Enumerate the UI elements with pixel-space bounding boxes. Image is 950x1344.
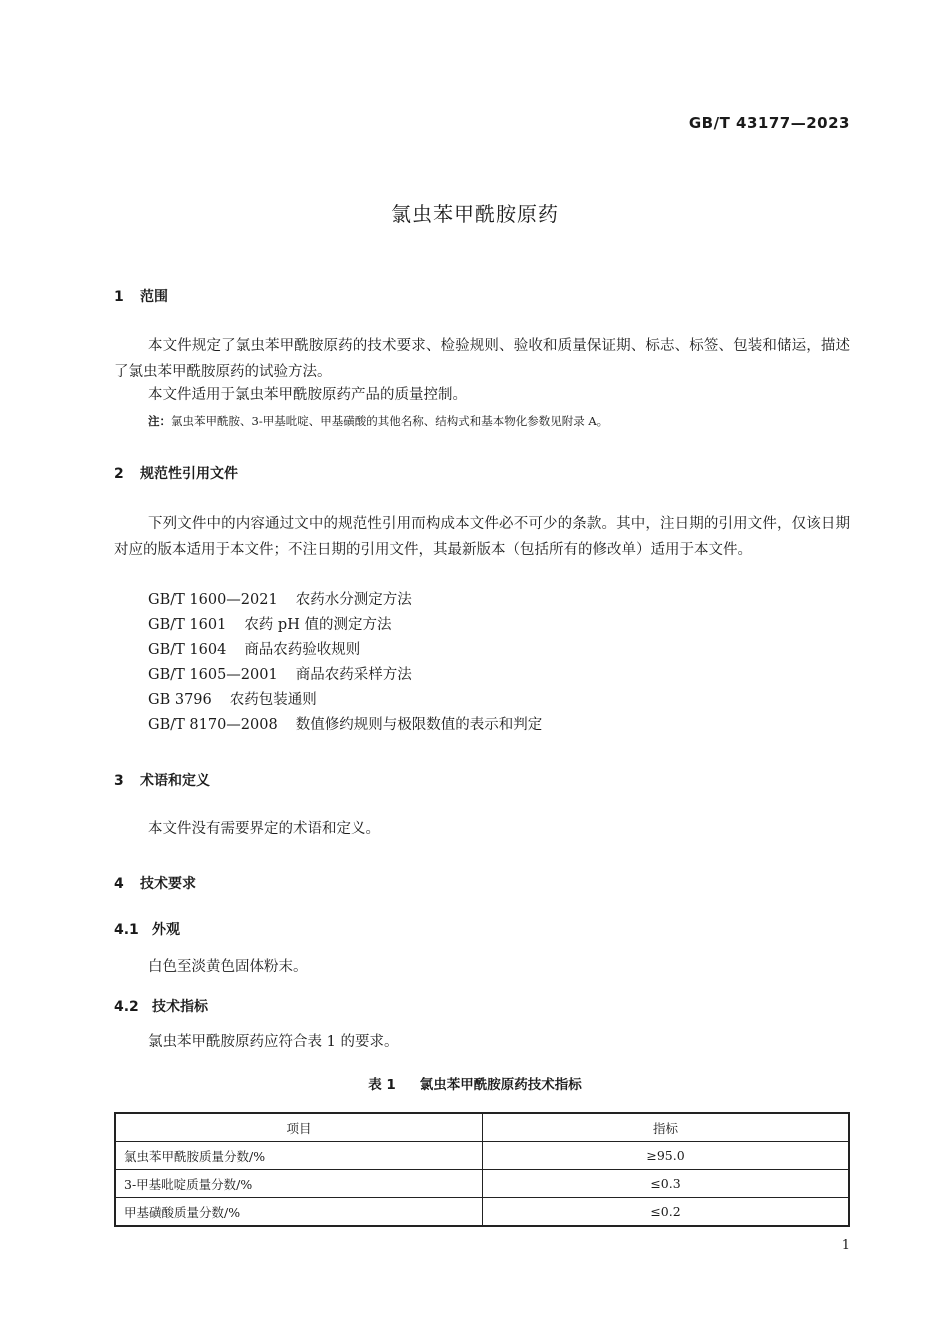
reference-item	[148, 587, 412, 613]
note-text: 氯虫苯甲酰胺、3-甲基吡啶、甲基磺酸的其他名称、结构式和基本物化参数见附录 A。	[171, 414, 609, 428]
reference-name: 农药水分测定方法	[295, 592, 412, 608]
standard-number: GB/T 43177—2023	[688, 114, 850, 132]
section-title: 术语和定义	[140, 773, 210, 789]
document-title: 氯虫苯甲酰胺原药	[391, 202, 559, 226]
spec-paragraph: 氯虫苯甲酰胺原药应符合表 1 的要求。	[148, 1034, 399, 1050]
section-3-heading	[114, 770, 210, 790]
reference-item	[148, 637, 360, 663]
section-number: 2	[114, 466, 124, 482]
reference-name: 商品农药采样方法	[295, 667, 412, 683]
page-number: 1	[841, 1238, 850, 1253]
references-paragraph: 下列文件中的内容通过文中的规范性引用而构成本文件必不可少的条款。其中，注日期的引用文件，仅该日期对应的版本适用于本文件；不注日期的引用文件，其最新版本（包括所有的修改单）适用于本文件。	[114, 516, 850, 558]
reference-item	[148, 687, 317, 713]
scope-paragraph: 本文件规定了氯虫苯甲酰胺原药的技术要求、检验规则、验收和质量保证期、标志、标签、包装和储运，描述了氯虫苯甲酰胺原药的试验方法。	[114, 338, 850, 380]
reference-code: GB/T 1600—2021	[148, 592, 278, 608]
section-number: 4.2	[114, 999, 139, 1015]
reference-code: GB/T 1605—2001	[148, 667, 278, 683]
section-4-2-heading	[114, 996, 208, 1016]
reference-item	[148, 612, 391, 638]
table-cell-item: 氯虫苯甲酰胺质量分数/%	[115, 1142, 483, 1170]
section-title: 外观	[152, 922, 180, 938]
table-caption	[0, 1073, 950, 1093]
reference-item	[148, 712, 542, 738]
terms-paragraph: 本文件没有需要界定的术语和定义。	[148, 821, 380, 837]
note	[148, 413, 608, 429]
reference-code: GB/T 1604	[148, 642, 227, 658]
section-number: 1	[114, 289, 124, 305]
reference-name: 农药 pH 值的测定方法	[244, 617, 392, 633]
table-row	[115, 1170, 849, 1198]
appearance-paragraph: 白色至淡黄色固体粉末。	[148, 959, 308, 975]
section-title: 范围	[140, 289, 168, 305]
note-label: 注：	[148, 414, 171, 428]
table-row	[115, 1142, 849, 1170]
reference-code: GB 3796	[148, 692, 212, 708]
table-cell-item: 3-甲基吡啶质量分数/%	[115, 1170, 483, 1198]
table-caption-title: 氯虫苯甲酰胺原药技术指标	[419, 1077, 582, 1093]
table-cell-item: 甲基磺酸质量分数/%	[115, 1198, 483, 1227]
section-number: 4	[114, 876, 124, 892]
applicability-paragraph: 本文件适用于氯虫苯甲酰胺原药产品的质量控制。	[148, 387, 467, 403]
section-title: 规范性引用文件	[140, 466, 238, 482]
table-header-item: 项目	[115, 1113, 483, 1142]
spec-table	[114, 1112, 850, 1227]
section-title: 技术要求	[140, 876, 196, 892]
section-4-1-heading	[114, 919, 180, 939]
reference-name: 农药包装通则	[229, 692, 317, 708]
table-caption-label: 表 1	[368, 1077, 396, 1093]
reference-name: 商品农药验收规则	[244, 642, 361, 658]
section-4-heading	[114, 873, 196, 893]
section-number: 3	[114, 773, 124, 789]
table-row	[115, 1198, 849, 1227]
table-cell-value: ≥95.0	[483, 1142, 850, 1170]
reference-name: 数值修约规则与极限数值的表示和判定	[295, 717, 543, 733]
section-1-heading	[114, 286, 168, 306]
reference-code: GB/T 8170—2008	[148, 717, 278, 733]
table-cell-value: ≤0.3	[483, 1170, 850, 1198]
table-header-row	[115, 1113, 849, 1142]
section-title: 技术指标	[152, 999, 208, 1015]
section-number: 4.1	[114, 922, 139, 938]
section-2-heading	[114, 463, 238, 483]
reference-item	[148, 662, 412, 688]
reference-code: GB/T 1601	[148, 617, 227, 633]
table-cell-value: ≤0.2	[483, 1198, 850, 1227]
table-header-value: 指标	[483, 1113, 850, 1142]
